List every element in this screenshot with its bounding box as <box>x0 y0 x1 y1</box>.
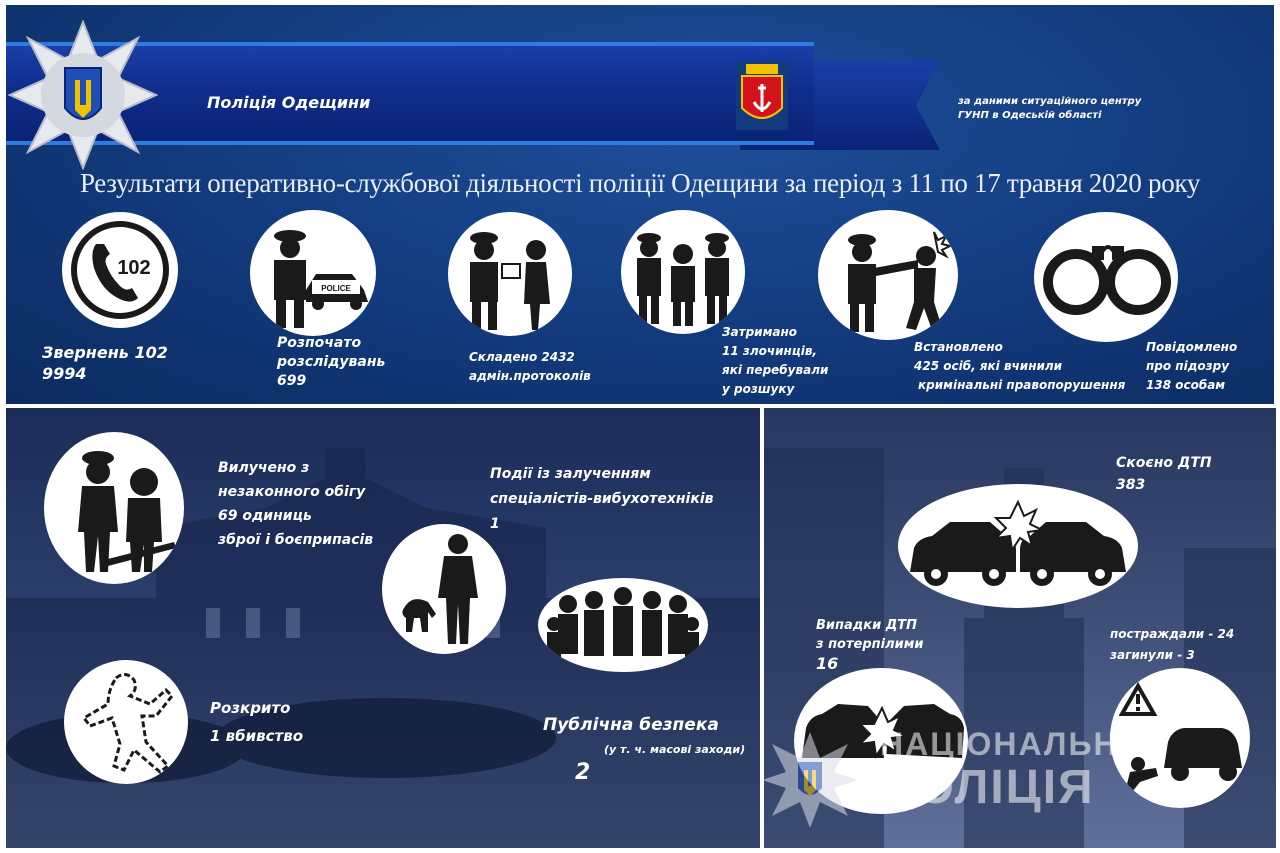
stat-victims-injured: постраждали - 24 <box>1110 627 1235 641</box>
stat-identified-label-1: Встановлено <box>914 340 1003 354</box>
stat-injury-accidents-value: 16 <box>816 654 839 673</box>
source-line-2: ГУНП в Одеській області <box>958 110 1102 121</box>
stat-suspects-value: 138 особам <box>1146 378 1226 392</box>
stat-calls <box>42 342 168 384</box>
divider-horizontal <box>0 404 1280 408</box>
stat-detained-label-3: які перебували <box>722 363 829 377</box>
stat-public-safety-value: 2 <box>575 760 591 785</box>
crowd-icon <box>538 578 708 672</box>
stat-explosives <box>490 462 714 537</box>
weapons-seizure-icon <box>44 432 184 584</box>
stat-victims <box>1110 624 1234 666</box>
stat-identified-label-2: 425 осіб, які вчинили <box>914 359 1063 373</box>
stat-investigations-value: 699 <box>277 373 307 389</box>
handcuffs-icon <box>1034 212 1178 342</box>
stat-weapons <box>218 456 373 552</box>
stat-investigations-label-1: Розпочато <box>277 335 362 351</box>
stat-public-safety-label: Публічна безпека <box>543 715 719 735</box>
stat-protocols-label-1: Складено 2432 <box>469 350 575 364</box>
stat-detained <box>722 323 828 399</box>
stat-identified <box>914 338 1125 395</box>
svg-text:POLICE: POLICE <box>321 284 351 293</box>
police-car-icon <box>250 210 376 336</box>
stat-explosives-label-1: Події із залученням <box>490 466 651 482</box>
watermark-text <box>880 722 1144 814</box>
source-note <box>958 95 1141 123</box>
stat-accidents-value: 383 <box>1116 477 1146 493</box>
stat-victims-killed: загинули - 3 <box>1110 648 1195 662</box>
car-crash-icon <box>898 484 1138 608</box>
brand-label: Поліція Одещини <box>207 93 371 112</box>
stat-public-safety-note: (у т. ч. масові заходи) <box>604 743 746 756</box>
police-star-logo-icon <box>8 20 158 170</box>
detained-icon <box>621 210 745 334</box>
stat-injury-accidents-label-2: з потерпілими <box>816 637 924 652</box>
stat-protocols-label-2: адмін.протоколів <box>469 369 591 383</box>
stat-calls-label: Звернень 102 <box>42 343 168 362</box>
stat-suspects <box>1146 338 1237 395</box>
stat-murder <box>210 694 303 750</box>
protocol-icon <box>448 212 572 336</box>
body-outline-icon <box>64 660 188 784</box>
stat-murder-label: Розкрито <box>210 699 291 717</box>
stat-investigations-label-2: розслідувань <box>277 354 386 370</box>
stat-weapons-label-3: зброї і боєприпасів <box>218 532 374 548</box>
watermark-line-2: ПОЛІЦІЯ <box>880 761 1095 814</box>
stat-identified-label-3: кримінальні правопорушення <box>918 378 1126 392</box>
stat-injury-accidents-label-1: Випадки ДТП <box>816 618 918 633</box>
stat-explosives-label-2: спеціалістів-вибухотехніків <box>490 491 714 507</box>
stat-detained-label-1: Затримано <box>722 325 798 339</box>
stat-injury-accidents <box>816 616 923 673</box>
stat-explosives-value: 1 <box>490 516 500 532</box>
svg-text:102: 102 <box>117 257 151 279</box>
stat-weapons-label-1: Вилучено з <box>218 460 310 476</box>
stat-accidents-label: Скоєно ДТП <box>1116 455 1212 471</box>
stat-detained-label-2: 11 злочинців, <box>722 344 817 358</box>
phone-102-icon <box>62 212 178 328</box>
stat-murder-value: 1 вбивство <box>210 727 304 745</box>
stat-detained-label-4: у розшуку <box>722 382 795 396</box>
arrest-icon <box>818 210 958 340</box>
stat-accidents <box>1116 452 1212 496</box>
stat-investigations <box>277 334 385 391</box>
stat-public-safety <box>543 716 719 735</box>
stat-suspects-label-2: про підозру <box>1146 359 1230 373</box>
source-line-1: за даними ситуаційного центру <box>958 96 1142 107</box>
watermark-line-1: НАЦІОНАЛЬНА <box>880 726 1144 762</box>
stat-protocols <box>469 348 591 386</box>
watermark-badge-icon <box>760 730 860 830</box>
stat-calls-value: 9994 <box>42 364 87 383</box>
stat-suspects-label-1: Повідомлено <box>1146 340 1238 354</box>
stat-weapons-label-2: незаконного обігу <box>218 484 366 500</box>
page-title: Результати оперативно-службової діяльності поліції Одещини за період з 11 по 17 травня 2020 року <box>79 168 1201 198</box>
k9-officer-icon <box>382 524 506 654</box>
stat-weapons-value: 69 одиниць <box>218 508 312 524</box>
odesa-emblem-icon <box>736 62 788 130</box>
